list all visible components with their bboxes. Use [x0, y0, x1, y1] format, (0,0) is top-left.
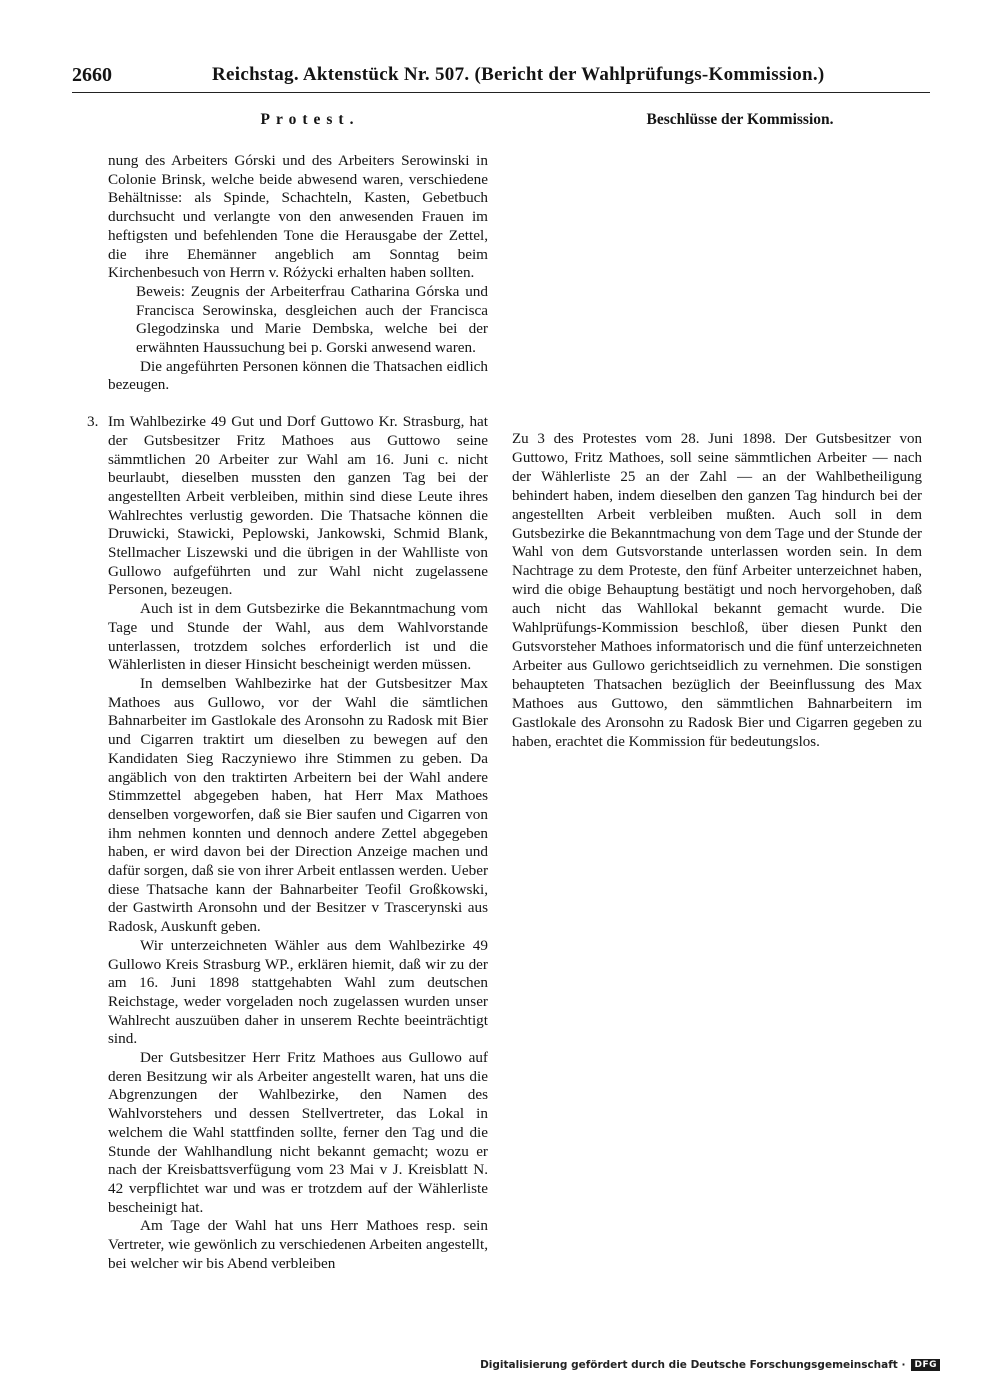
paragraph: Zu 3 des Protestes vom 28. Juni 1898. Der Gutsbesitzer von Guttowo, Fritz Mathoes, soll seine sämmtlichen Arbeiter — nach der Wählerliste 25 an der Zahl — an der Wahlbetheiligung behindert haben, indem dieselben den ganzen Tag hindurch bei der angestellten Arbeit verbleiben mußten. Auch soll in dem Gutsbezirke die Bekanntmachung von dem Tage und der Stunde der Wahl von dem Gutsvorstande unterlassen worden sein. In dem Nachtrage zu dem Proteste, den fünf Arbeiter unterzeichnet haben, wird die obige Behauptung bestätigt und noch hervorgehoben, daß auch nicht das Wahllokal bekannt gemacht wurde. Die Wahlprüfungs-Kommission beschloß, über diesen Punkt den Gutsvorsteher Mathoes informatorisch und die fünf unterzeichneten Arbeiter aus Gullowo gerichtseidlich zu vernehmen. Die sonstigen behaupteten Thatsachen bezüglich der Beeinflussung des Max Mathoes aus Guttowo, den sämmtlichen Bahnarbeitern im Gastlokale des Aronsohn zu Radosk Bier und Cigarren gegeben zu haben, erachtet die Kommission für bedeutungslos. [512, 431, 922, 750]
paragraph: Der Gutsbesitzer Herr Fritz Mathoes aus Gullowo auf deren Besitzung wir als Arbeiter angestellt waren, hat uns die Abgrenzungen der Wahlbezirke, den Namen des Wahlvorstehers und dessen Stellvertreter, das Lokal in welchem die Wahl stattfinden sollte, ferner den Tag und die Stunde der Wahlhandlung nicht bekannt gemacht; wozu er nach der Kreisbattsverfügung vom 23 Mai v J. Kreisblatt N. 42 verpflichtet war und was er trotzdem auf der Wählerliste bescheinigt hat. [108, 1049, 488, 1216]
protest-heading: Protest. [260, 111, 360, 128]
protest-column [87, 152, 488, 1273]
footer-text: Digitalisierung gefördert durch die Deutsche Forschungsgemeinschaft · [480, 1359, 906, 1371]
paragraph: Am Tage der Wahl hat uns Herr Mathoes resp. sein Vertreter, wie gewönlich zu verschiedenen Arbeiten angestellt, bei welcher wir bis Abend verbleiben [108, 1217, 488, 1272]
running-title: Reichstag. Aktenstück Nr. 507. (Bericht der Wahlprüfungs-Kommission.) [212, 64, 825, 85]
paragraph-number: 3. [87, 413, 99, 431]
paragraph-text: Im Wahlbezirke 49 Gut und Dorf Guttowo Kr. Strasburg, hat der Gutsbesitzer Fritz Mathoes aus Guttowo seine sämmtlichen 20 Arbeiter zur Wahl am 16. Juni c. nicht beurlaubt, dieselben mussten den ganzen Tag bei der angestellten Arbeit verbleiben, mithin sind diese Leute ihres Wahlrechtes verlustig geworden. Die Thatsache können die Druwicki, Stawicki, Peplowski, Jankowski, Schmid Blank, Stellmacher Liszewski und die übrigen in der Wahlliste von Gullowo aufgeführten und zur Wahl nicht zugelassene Personen, bezeugen. [108, 413, 488, 599]
paragraph: Die angeführten Personen können die Thatsachen eidlich bezeugen. [108, 357, 488, 394]
paragraph: Wir unterzeichneten Wähler aus dem Wahlbezirke 49 Gullowo Kreis Strasburg WP., erklären hiemit, daß wir zu der am 16. Juni 1898 stattgehabten Wahl zum deutschen Reichstage, weder vorgeladen noch zugelassen wurden unser Wahlrecht auszuüben daher in unserem Rechte beeinträchtigt sind. [108, 936, 488, 1048]
paragraph: nung des Arbeiters Górski und des Arbeiters Serowinski in Colonie Brinsk, welche beide abwesend waren, verschiedene Behältnisse: als Spinde, Schachteln, Kasten, Gebetbuch durchsucht und verlangte von den anwesenden Frauen im heftigsten und befehlenden Tone die Herausgabe der Zettel, die ihre Ehemänner angeblich am Sonntag beim Kirchenbesuch von Herrn v. Różycki erhalten haben sollten. [108, 152, 488, 282]
commission-column [512, 430, 922, 751]
paragraph: Auch ist in dem Gutsbezirke die Bekanntmachung vom Tage und Stunde der Wahl, aus dem Wahlvorstande unterlassen, trotzdem solches erforderlich ist und die Wählerlisten in dieser Hinsicht bescheinigt werden müssen. [108, 600, 488, 674]
page-number: 2660 [72, 64, 112, 86]
commission-decisions-heading: Beschlüsse der Kommission. [646, 111, 834, 128]
numbered-paragraph [87, 413, 488, 600]
page-header [72, 58, 932, 92]
paragraph: In demselben Wahlbezirke hat der Gutsbesitzer Max Mathoes aus Gullowo, vor der Wahl die sämtlichen Bahnarbeiter im Gastlokale des Aronsohn zu Radosk mit Bier und Cigarren traktirt um dieselben zu bewegen auf den Kandidaten Sieg Raczyniewo ihre Stimmen zu geben. Da angäblich von den traktirten Arbeitern bei der Wahl andere Stimmzettel abgegeben haben, hat Herr Max Mathoes denselben vorgeworfen, daß sie Bier saufen und Cigarren von ihm nehmen konnten und dennoch andere Zettel abgegeben haben, er wird davon bei der Direction Anzeige machen und dafür sorgen, daß sie von ihrer Arbeit entlassen werden. Ueber diese Thatsache kann der Bahnarbeiter Teofil Großkowski, der Gastwirth Aronsohn und der Besitzer v Trascerynski aus Radosk, Auskunft geben. [108, 674, 488, 936]
header-rule [72, 92, 930, 93]
dfg-logo-icon: DFG [911, 1359, 940, 1371]
footer [480, 1357, 940, 1373]
evidence-paragraph: Beweis: Zeugnis der Arbeiterfrau Catharina Górska und Francisca Serowinska, desgleichen auch der Francisca Glegodzinska und Marie Dembska, welche bei der erwähnten Haussuchung bei p. Gorski anwesend waren. [136, 282, 488, 357]
